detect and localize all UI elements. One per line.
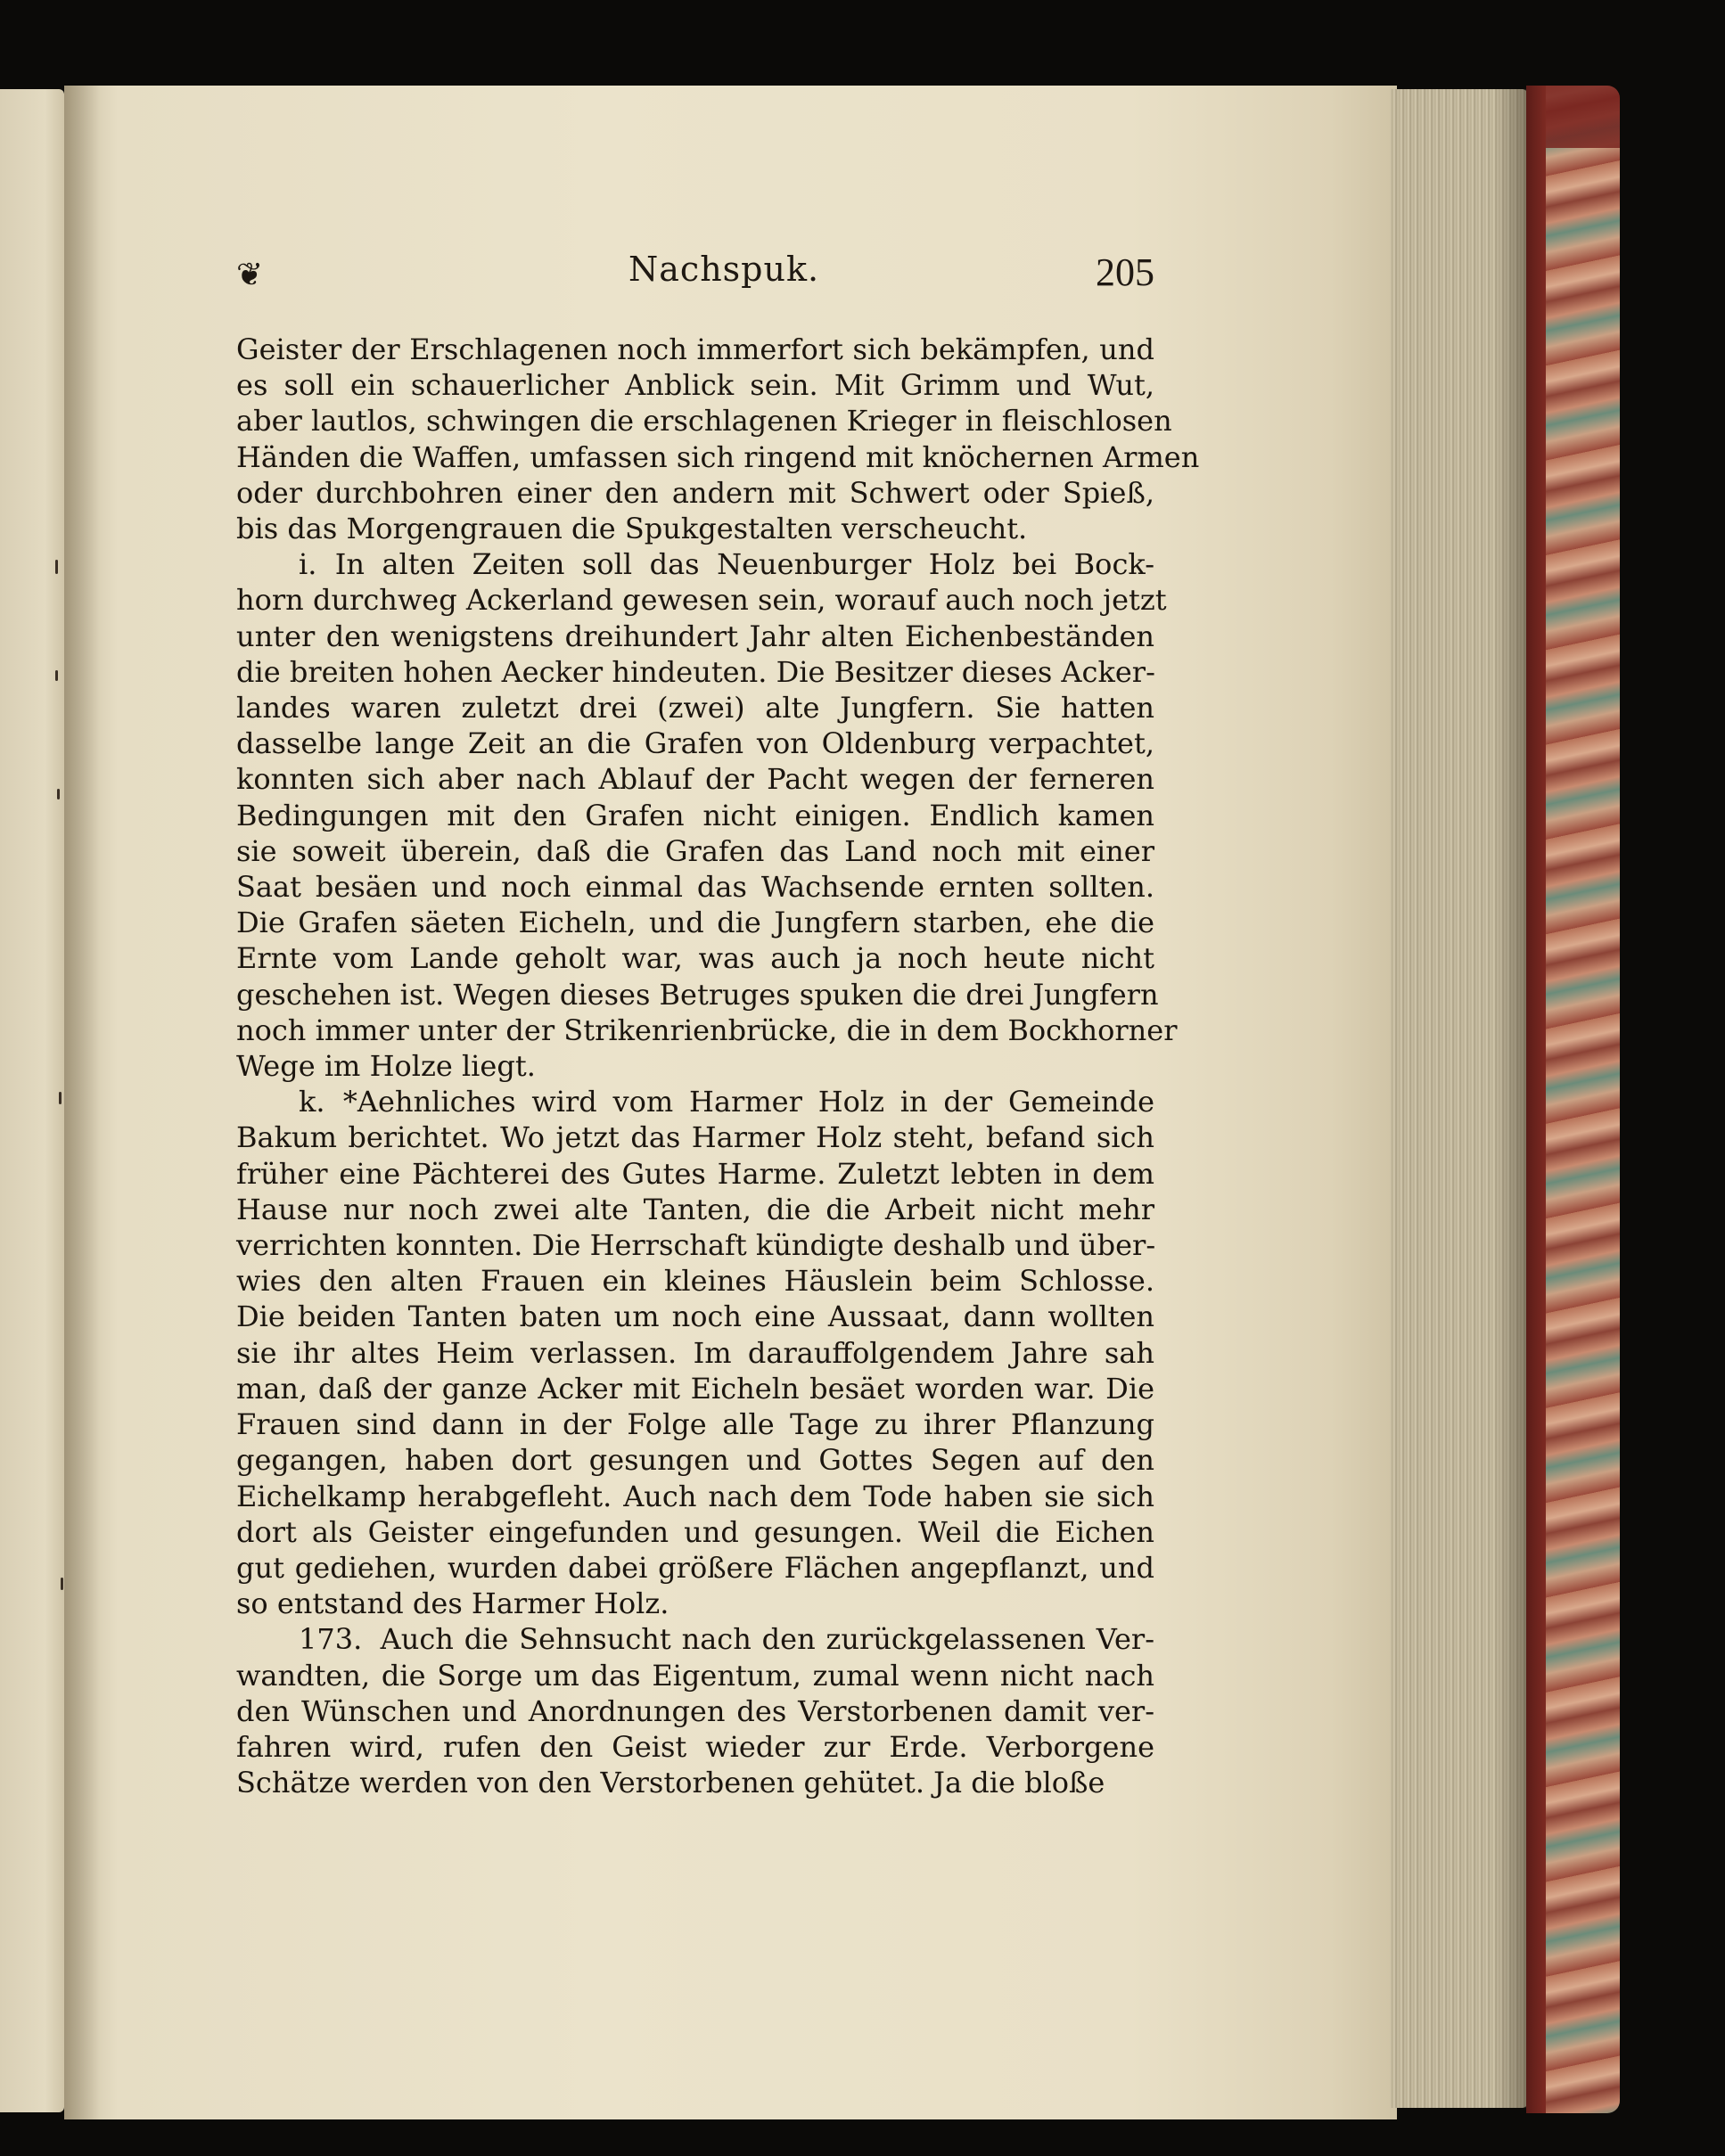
text-line: gegangen, haben dort gesungen und Gottes Segen auf den [236, 1443, 1154, 1478]
text-line: noch immer unter der Strikenrienbrücke, die in dem Bockhorner [236, 1012, 1178, 1047]
text-line: Saat besäen und noch einmal das Wachsende ernten sollten. [236, 870, 1154, 905]
text-line: Bedingungen mit den Grafen nicht einigen. Endlich kamen [236, 798, 1154, 832]
text-line: Ernte vom Lande geholt war, was auch ja noch heute nicht [236, 941, 1154, 976]
text-line: den Wünschen und Anordnungen des Verstorbenen damit ver- [236, 1693, 1154, 1728]
text-line: Hause nur noch zwei alte Tanten, die die Arbeit nicht mehr [236, 1192, 1154, 1226]
section-label: 173. [299, 1622, 381, 1657]
line-text: *Aehnliches wird vom Harmer Holz in der Gemeinde [342, 1085, 1154, 1119]
text-line: Bakum berichtet. Wo jetzt das Harmer Holz steht, befand sich [236, 1120, 1154, 1155]
margin-mark [55, 560, 58, 574]
paragraph [236, 546, 1178, 1084]
text-line: aber lautlos, schwingen die erschlagenen Krieger in fleischlosen [236, 404, 1172, 439]
text-line: unter den wenigstens dreihundert Jahr alten Eichenbeständen [236, 619, 1154, 653]
text-line: wies den alten Frauen ein kleines Häuslein beim Schlosse. [236, 1264, 1154, 1299]
text-line: die breiten hohen Aecker hindeuten. Die Besitzer dieses Acker- [236, 654, 1155, 689]
page-number: 205 [1096, 250, 1154, 294]
text-line: es soll ein schauerlicher Anblick sein. Mit Grimm und Wut, [236, 368, 1154, 403]
margin-mark [57, 789, 60, 799]
left-page-edge [0, 89, 64, 2112]
text-line [236, 1084, 1154, 1119]
text-line: konnten sich aber nach Ablauf der Pacht wegen der ferneren [236, 762, 1154, 797]
line-text: In alten Zeiten soll das Neuenburger Holz bei Bock- [334, 547, 1154, 582]
running-title: Nachspuk. [628, 250, 820, 289]
text-line: verrichten konnten. Die Herrschaft kündigte deshalb und über- [236, 1228, 1156, 1263]
text-line: wandten, die Sorge um das Eigentum, zumal wenn nicht nach [236, 1658, 1154, 1693]
text-line: man, daß der ganze Acker mit Eicheln besäet worden war. Die [236, 1371, 1154, 1406]
text-line: Geister der Erschlagenen noch immerfort sich bekämpfen, und [236, 332, 1154, 366]
margin-mark [55, 670, 58, 681]
text-line: Die beiden Tanten baten um noch eine Aussaat, dann wollten [236, 1299, 1154, 1334]
text-line: Die Grafen säeten Eicheln, und die Jungfern starben, ehe die [236, 906, 1154, 940]
text-line: gut gediehen, wurden dabei größere Flächen angepflanzt, und [236, 1550, 1154, 1585]
margin-mark [59, 1092, 62, 1104]
text-line: oder durchbohren einer den andern mit Schwert oder Spieß, [236, 475, 1154, 510]
text-line: früher eine Pächterei des Gutes Harme. Zuletzt lebten in dem [236, 1156, 1154, 1191]
text-line: sie soweit überein, daß die Grafen das Land noch mit einer [236, 833, 1154, 868]
text-line: bis das Morgengrauen die Spukgestalten verscheucht. [236, 512, 1028, 546]
section-label: i. [299, 547, 335, 582]
text-line: Eichelkamp herabgefleht. Auch nach dem Tode haben sie sich [236, 1479, 1154, 1513]
text-line: sie ihr altes Heim verlassen. Im darauffolgendem Jahre sah [236, 1335, 1154, 1370]
text-line: Frauen sind dann in der Folge alle Tage zu ihrer Pflanzung [236, 1407, 1154, 1442]
margin-mark [61, 1578, 63, 1590]
text-line: dasselbe lange Zeit an die Grafen von Oldenburg verpachtet, [236, 726, 1154, 761]
text-line [236, 1621, 1154, 1657]
body-text [236, 332, 1200, 1800]
paragraph [236, 332, 1200, 546]
paragraph [236, 1621, 1154, 1800]
text-line: landes waren zuletzt drei (zwei) alte Jungfern. Sie hatten [236, 691, 1154, 725]
text-line [236, 546, 1154, 582]
text-line: so entstand des Harmer Holz. [236, 1586, 669, 1621]
text-line: dort als Geister eingefunden und gesungen. Weil die Eichen [236, 1514, 1154, 1549]
running-head [236, 250, 1154, 303]
text-line: Schätze werden von den Verstorbenen gehütet. Ja die bloße [236, 1766, 1105, 1800]
text-line: horn durchweg Ackerland gewesen sein, worauf auch noch jetzt [236, 583, 1167, 618]
text-line: fahren wird, rufen den Geist wieder zur Erde. Verborgene [236, 1729, 1154, 1764]
paragraph [236, 1084, 1154, 1621]
fleuron-icon: ❦ [236, 257, 264, 293]
text-line: Wege im Holze liegt. [236, 1049, 536, 1084]
text-line: Händen die Waffen, umfassen sich ringend mit knöchernen Armen [236, 439, 1200, 474]
gutter-shadow [64, 86, 100, 2119]
text-line: geschehen ist. Wegen dieses Betruges spuken die drei Jungfern [236, 977, 1159, 1012]
page-edges [1391, 89, 1529, 2108]
marbled-cover [1526, 86, 1620, 2113]
line-text: Auch die Sehnsucht nach den zurückgelassenen Ver- [380, 1622, 1154, 1657]
section-label: k. [299, 1085, 343, 1119]
